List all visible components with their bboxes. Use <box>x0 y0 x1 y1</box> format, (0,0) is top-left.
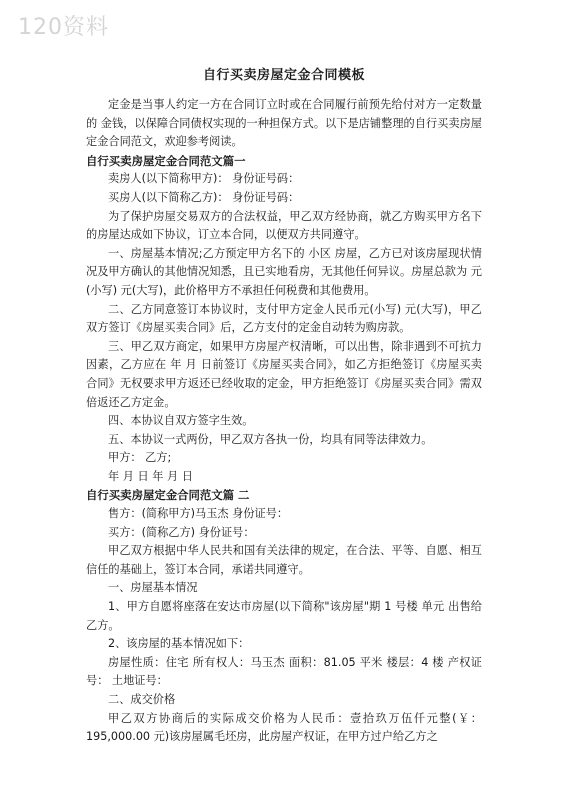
paragraph: 四、本协议自双方签字生效。 <box>108 414 254 428</box>
paragraph: 二、成交价格 <box>108 693 176 706</box>
paragraph: 买房人(以下简称乙方)： 身份证号码： <box>108 190 300 204</box>
paragraph: 二、乙方同意签订本协议时，支付甲方定金人民币元(小写) 元(大写)，甲乙双方签订《房屋买卖合同》后，乙方支付的定金自动转为购房款。 <box>86 302 482 335</box>
paragraph: 2、该房屋的基本情况如下： <box>108 637 250 651</box>
document-page <box>86 64 482 747</box>
paragraph: 五、本协议一式两份，甲乙双方各执一份，均具有同等法律效力。 <box>108 432 433 446</box>
paragraph: 售方：(简称甲方)马玉杰 身份证号： <box>108 507 289 521</box>
section-heading-1: 自行买卖房屋定金合同范文篇一 <box>86 153 246 168</box>
paragraph: 定金是当事人约定一方在合同订立时或在合同履行前预先给付对方一定数量的 金钱，以保障合同债权实现的一种担保方式。以下是店铺整理的自行买卖房屋定金合同范文，欢迎参考阅读。 <box>86 98 482 149</box>
paragraph: 甲乙双方根据中华人民共和国有关法律的规定，在合法、平等、自愿、相互信任的基础上，签订本合同，承诺共同遵守。 <box>86 544 482 576</box>
section-heading-2: 自行买卖房屋定金合同范文篇 二 <box>86 488 250 503</box>
watermark: 120资料 <box>18 15 109 40</box>
paragraph: 一、房屋基本情况;乙方预定甲方名下的 小区 房屋，乙方已对该房屋现状情况及甲方确认的其他情况知悉，且已实地看房，无其他任何异议。房屋总款为 元(小写) 元(大写)，此价格甲方不承担任何税费和其他费用。 <box>86 246 482 297</box>
paragraph: 1、甲方自愿将座落在安达市房屋(以下简称"该房屋"期 1 号楼 单元 出售给乙方。 <box>86 600 482 632</box>
paragraph: 甲乙双方协商后的实际成交价格为人民币：壹拾玖万伍仟元整(￥：195,000.00 元)该房屋属毛坯房，此房屋产权证，在甲方过户给乙方之 <box>86 711 482 744</box>
paragraph: 三、甲乙双方商定，如果甲方房屋产权清晰，可以出售，除非遇到不可抗力因素，乙方应在 年 月 日前签订《房屋买卖合同》，如乙方拒绝签订《房屋买卖合同》无权要求甲方返还已经收取的定金，甲方拒绝签订《房屋买卖合同》需双倍返还乙方定金。 <box>86 339 482 409</box>
paragraph: 房屋性质：住宅 所有权人：马玉杰 面积：81.05 平米 楼层：4 楼 产权证号： 土地证号： <box>86 655 482 688</box>
paragraph: 年 月 日 年 月 日 <box>108 469 193 483</box>
document-title: 自行买卖房屋定金合同模板 <box>202 68 365 83</box>
paragraph: 一、房屋基本情况 <box>108 581 198 595</box>
paragraph: 为了保护房屋交易双方的合法权益，甲乙双方经协商，就乙方购买甲方名下的房屋达成如下协议，订立本合同，以便双方共同遵守。 <box>86 209 482 242</box>
paragraph: 甲方： 乙方; <box>108 451 172 465</box>
paragraph: 卖房人(以下简称甲方)： 身份证号码： <box>108 172 300 186</box>
paragraph: 买方：(简称乙方) 身份证号： <box>108 525 255 539</box>
